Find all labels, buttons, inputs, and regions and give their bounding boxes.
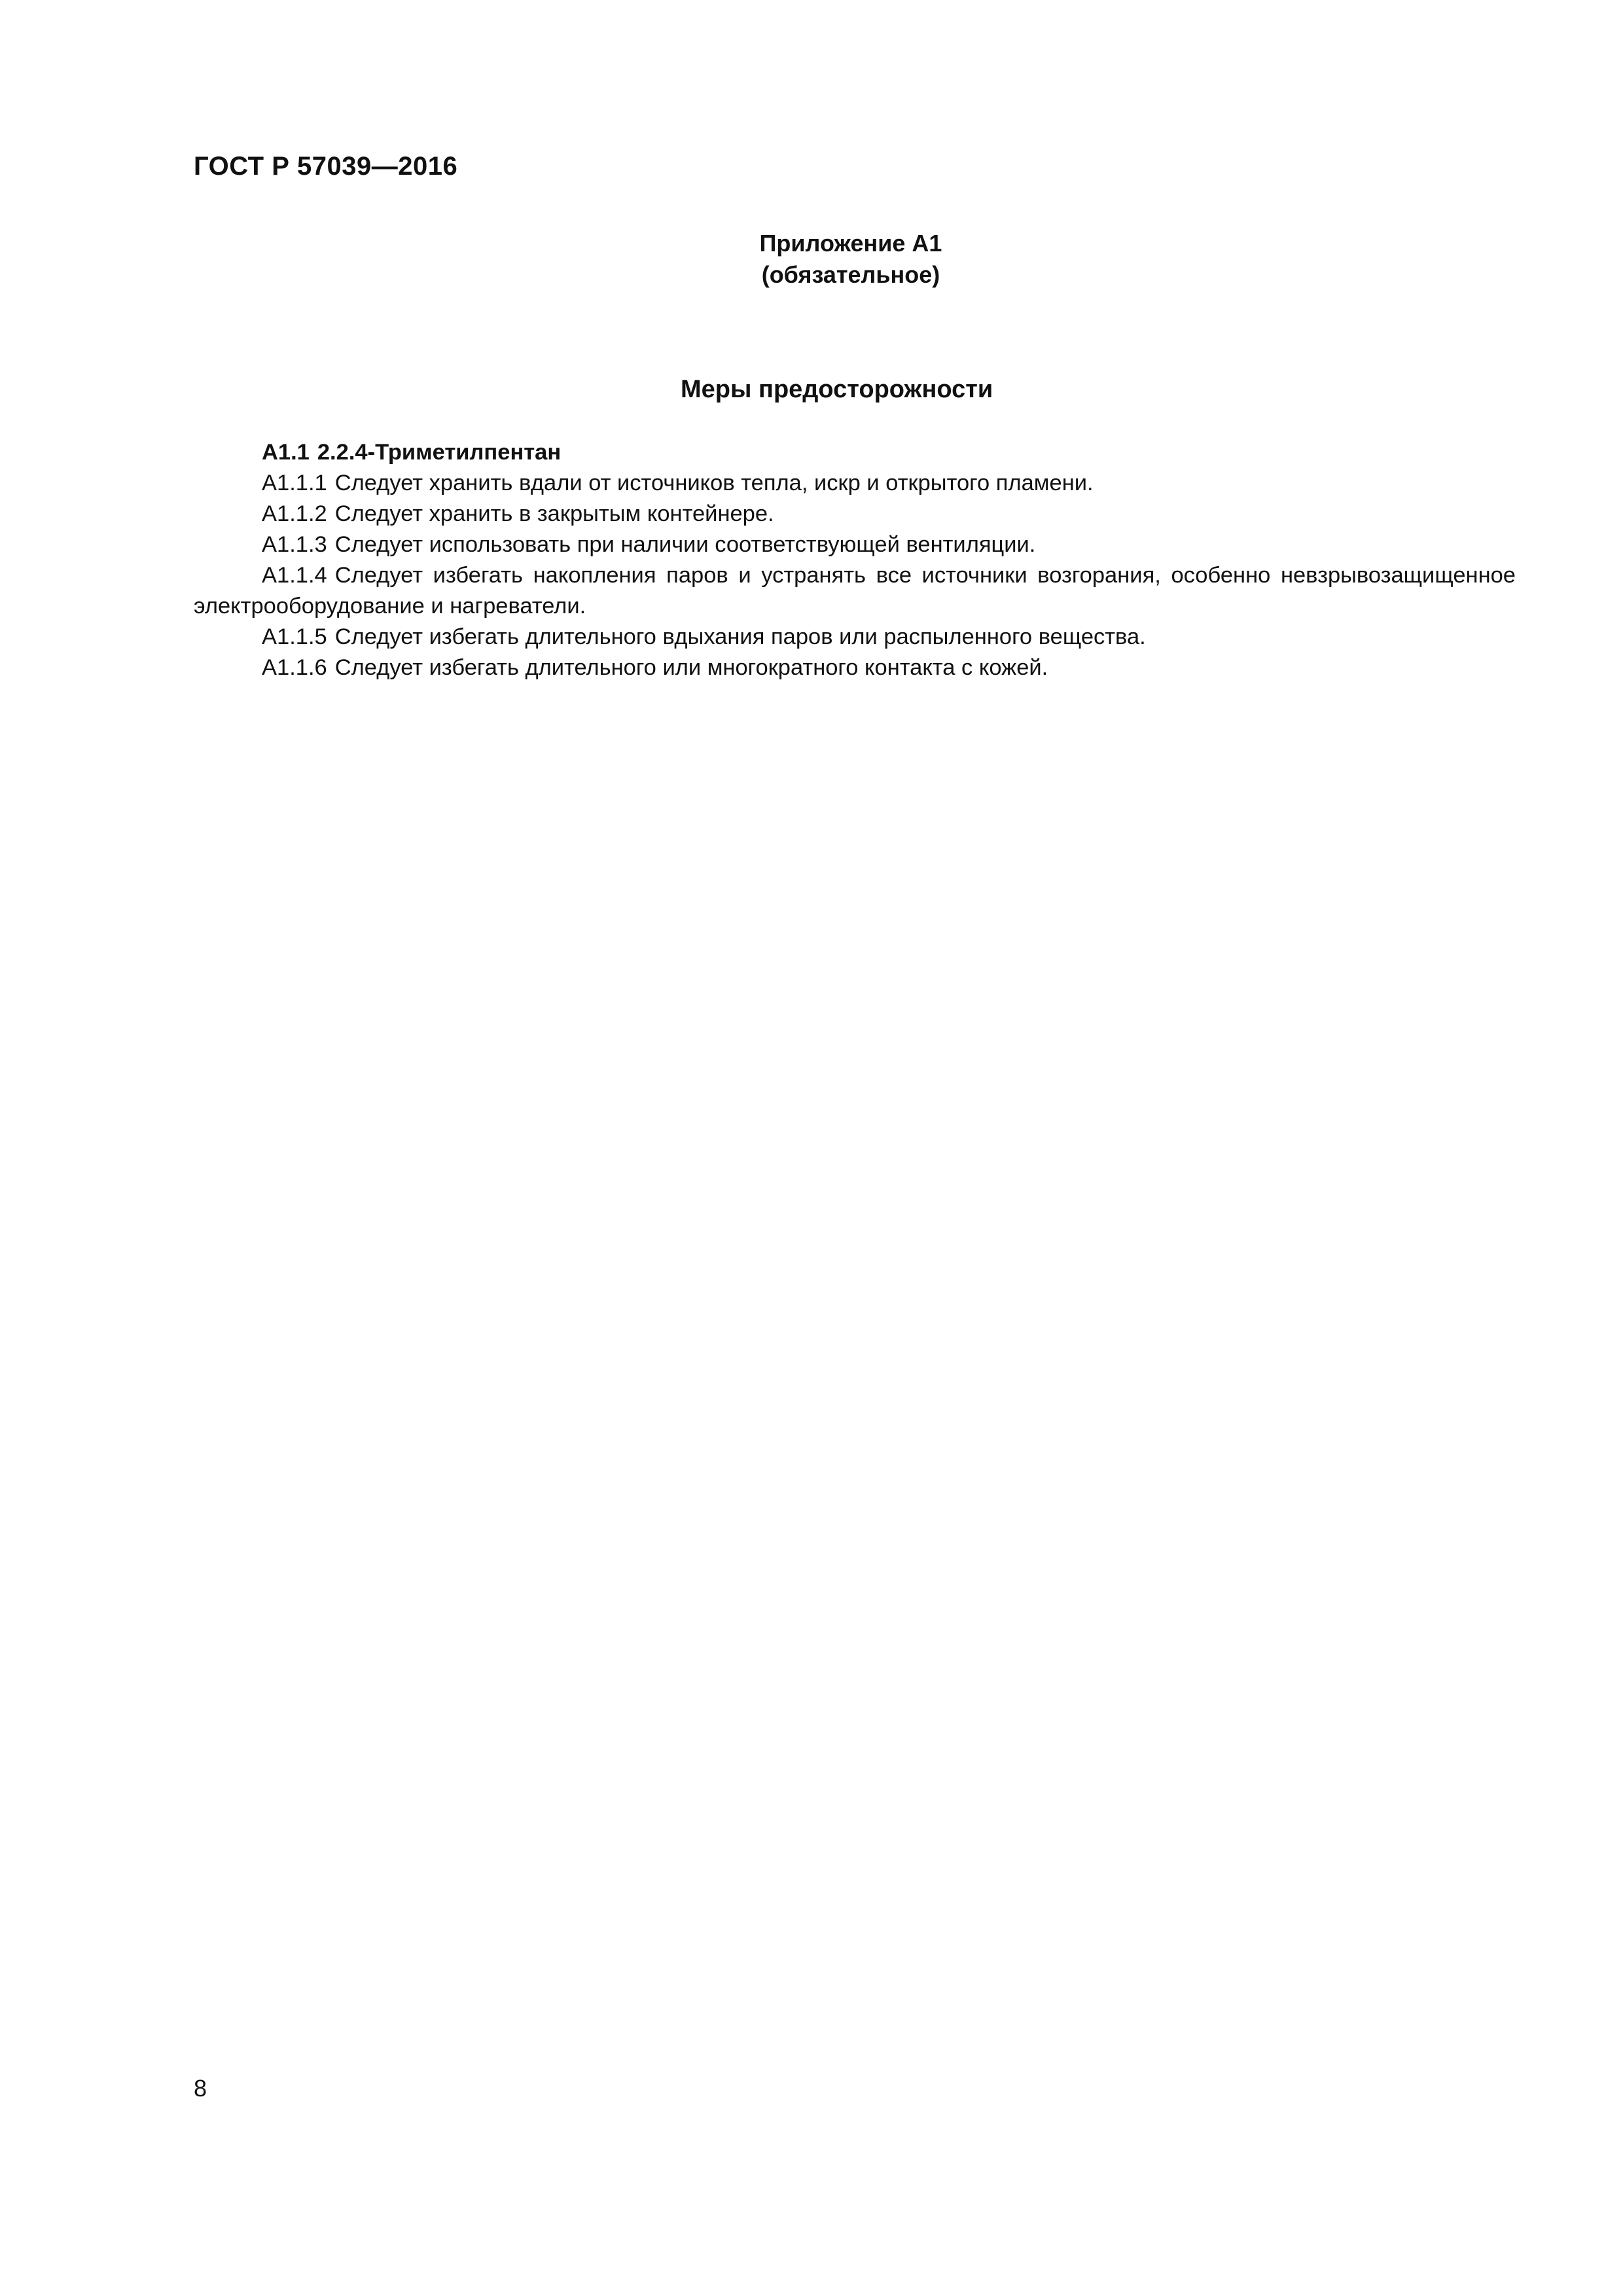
item-text: Следует хранить вдали от источников тепла, искр и открытого пламени. — [334, 471, 1094, 495]
item-text: Следует использовать при наличии соответствующей вентиляции. — [334, 532, 1036, 557]
item-text: Следует избегать накопления паров и устранять все источники возгорания, особенно невзрывозащищенное электрооборудование и нагреватели. — [194, 563, 1516, 619]
item-number: А1.1.1 — [262, 471, 327, 495]
document-standard-code: ГОСТ Р 57039—2016 — [194, 152, 458, 181]
page-number: 8 — [194, 2075, 207, 2102]
item-number: А1.1.4 — [262, 563, 327, 588]
section-title: Меры предосторожности — [681, 376, 993, 403]
item-number: А1.1.5 — [262, 624, 327, 649]
item-text: Следует избегать длительного вдыхания паров или распыленного вещества. — [334, 624, 1146, 649]
subsection-title: 2.2.4-Триметилпентан — [317, 440, 562, 465]
list-item — [194, 468, 1516, 499]
appendix-heading — [753, 228, 949, 291]
list-item — [194, 653, 1516, 683]
list-item — [194, 529, 1516, 560]
item-number: А1.1.2 — [262, 501, 327, 526]
document-body — [194, 437, 1516, 683]
list-item — [194, 499, 1516, 529]
subsection-heading — [194, 437, 1516, 468]
list-item — [194, 622, 1516, 653]
item-number: А1.1.3 — [262, 532, 327, 557]
item-text: Следует избегать длительного или многократного контакта с кожей. — [334, 655, 1048, 680]
item-text: Следует хранить в закрытым контейнере. — [334, 501, 774, 526]
appendix-title: Приложение А1 — [759, 230, 942, 257]
appendix-type: (обязательное) — [761, 261, 940, 288]
list-item — [194, 560, 1516, 622]
item-number: А1.1.6 — [262, 655, 327, 680]
subsection-number: А1.1 — [262, 440, 310, 465]
